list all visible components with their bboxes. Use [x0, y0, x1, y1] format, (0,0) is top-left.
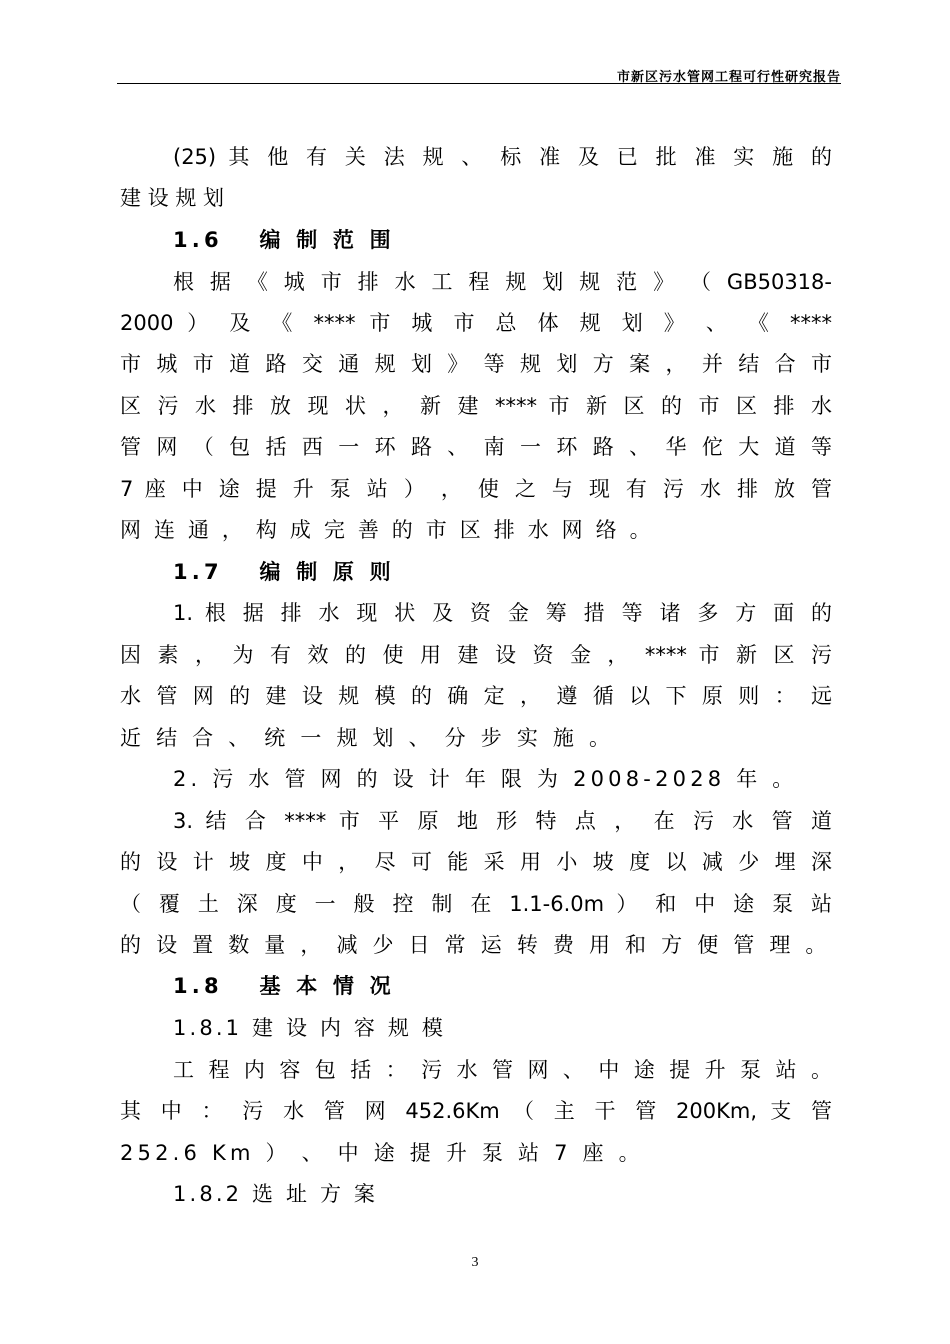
page-number: 3 — [471, 1255, 479, 1270]
paragraph-line: 1. 根 据 排 水 现 状 及 资 金 筹 措 等 诸 多 方 面 的 — [173, 601, 832, 625]
header-rule — [117, 83, 841, 84]
paragraph-line: (25) 其 他 有 关 法 规 、 标 准 及 已 批 准 实 施 的 — [173, 145, 832, 169]
paragraph-line: 7 座 中 途 提 升 泵 站 ） ， 使 之 与 现 有 污 水 排 放 管 — [120, 477, 832, 501]
paragraph-line: 2000 ） 及 《 **** 市 城 市 总 体 规 划 》 、 《 **** — [120, 311, 832, 335]
running-header: 市新区污水管网工程可行性研究报告 — [616, 70, 841, 85]
paragraph-line: 区 污 水 排 放 现 状 ， 新 建 **** 市 新 区 的 市 区 排 水 — [120, 394, 832, 418]
paragraph-line: 其 中 ： 污 水 管 网 452.6Km （ 主 干 管 200Km, 支 管 — [120, 1099, 832, 1123]
paragraph-line: （ 覆 土 深 度 一 般 控 制 在 1.1-6.0m ） 和 中 途 泵 站 — [120, 892, 832, 916]
paragraph-line: 管 网 （ 包 括 西 一 环 路 、 南 一 环 路 、 华 佗 大 道 等 — [120, 435, 832, 459]
paragraph-line: 252.6 Km ） 、 中 途 提 升 泵 站 7 座 。 — [120, 1141, 644, 1165]
section-heading-1-8: 1.8 基 本 情 况 — [173, 974, 395, 998]
paragraph-line: 的 设 计 坡 度 中 ， 尽 可 能 采 用 小 坡 度 以 减 少 埋 深 — [120, 850, 832, 874]
section-heading-1-7: 1.7 编 制 原 则 — [173, 560, 395, 584]
paragraph-line: 水 管 网 的 建 设 规 模 的 确 定 ， 遵 循 以 下 原 则 ： 远 — [120, 684, 832, 708]
paragraph-line: 因 素 ， 为 有 效 的 使 用 建 设 资 金 ， **** 市 新 区 污 — [120, 643, 832, 667]
paragraph-line: 2. 污 水 管 网 的 设 计 年 限 为 2008-2028 年 。 — [173, 767, 798, 791]
paragraph-line: 的 设 置 数 量 ， 减 少 日 常 运 转 费 用 和 方 便 管 理 。 — [120, 933, 831, 957]
section-heading-1-6: 1.6 编 制 范 围 — [173, 228, 395, 252]
paragraph-line: 市 城 市 道 路 交 通 规 划 》 等 规 划 方 案 ， 并 结 合 市 — [120, 352, 832, 376]
subsection-heading-1-8-2: 1.8.2 选 址 方 案 — [173, 1182, 379, 1206]
paragraph-line: 3. 结 合 **** 市 平 原 地 形 特 点 ， 在 污 水 管 道 — [173, 809, 832, 833]
paragraph-line: 工 程 内 容 包 括 ： 污 水 管 网 、 中 途 提 升 泵 站 。 — [173, 1058, 832, 1082]
paragraph-line: 根 据 《 城 市 排 水 工 程 规 划 规 范 》 （ GB50318- — [173, 270, 832, 294]
subsection-heading-1-8-1: 1.8.1 建 设 内 容 规 模 — [173, 1016, 447, 1040]
paragraph-line: 近 结 合 、 统 一 规 划 、 分 步 实 施 。 — [120, 726, 615, 750]
paragraph-line: 网 连 通 ， 构 成 完 善 的 市 区 排 水 网 络 。 — [120, 518, 654, 542]
paragraph-line: 建 设 规 划 — [120, 186, 225, 210]
